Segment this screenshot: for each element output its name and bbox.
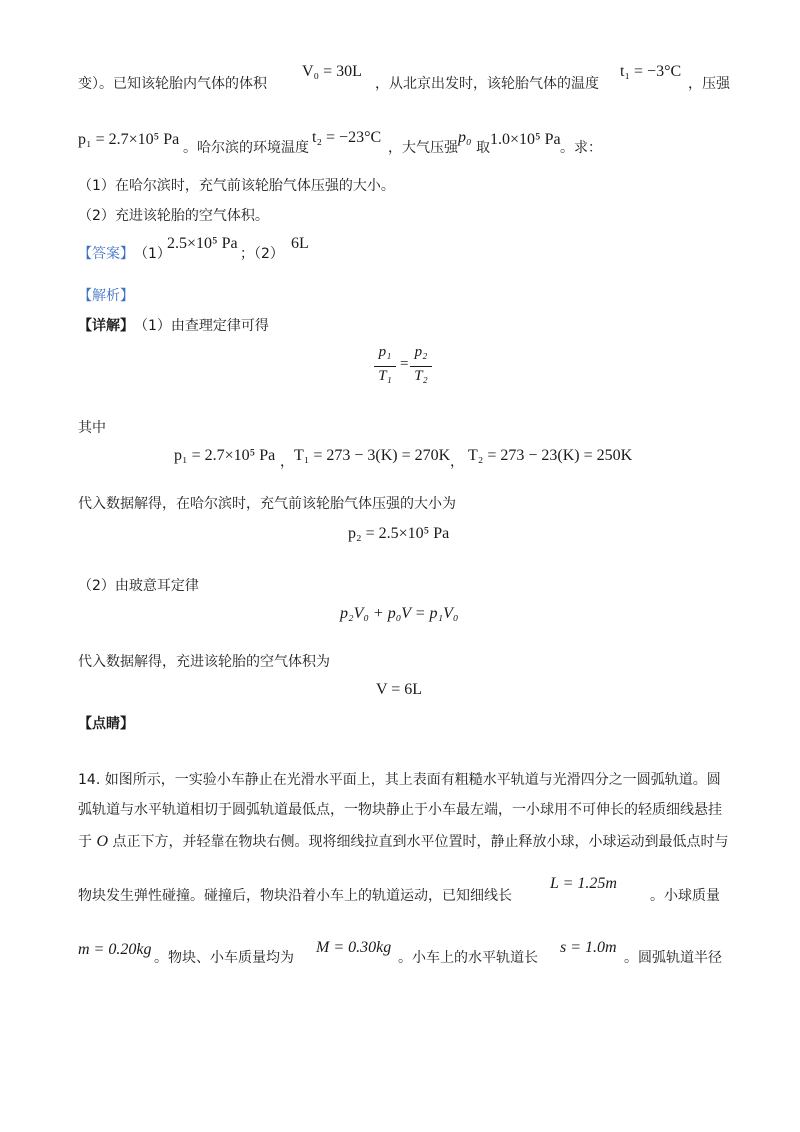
answer-separator: ；（2） — [240, 246, 284, 262]
text-segment: ，压强 — [688, 76, 730, 92]
fraction-bar-2 — [410, 366, 432, 367]
part2-text: （2）由玻意耳定律 — [78, 578, 199, 594]
fraction-denominator-1: T₁ — [378, 368, 392, 384]
problem-14-line-1: 14. 如图所示，一实验小车静止在光滑水平面上，其上表面有粗糙水平轨道与光滑四分之一圆弧轨道。圆 — [78, 772, 721, 788]
equals-sign: = — [400, 356, 409, 372]
substitution-text-1: 代入数据解得，在哈尔滨时，充气前该轮胎气体压强的大小为 — [78, 496, 456, 512]
text-segment: 。哈尔滨的环境温度 — [183, 140, 309, 156]
fraction-numerator-1: p₁ — [378, 344, 392, 360]
formula-block-cart-mass: M = 0.30kg — [316, 939, 392, 956]
answer-value-2: 6L — [291, 235, 309, 252]
detail-tag: 【详解】 — [78, 318, 134, 334]
formula-ball-mass: m = 0.20kg — [78, 941, 152, 958]
question-1: （1）在哈尔滨时，充气前该轮胎气体压强的大小。 — [78, 178, 395, 194]
problem-14-line-5b: 。物块、小车质量均为 — [154, 950, 294, 966]
answer-tag: 【答案】 — [78, 246, 134, 262]
formula-track-length: s = 1.0m — [560, 939, 617, 956]
problem-14-line-3: 于 O 点正下方，并轻靠在物块右侧。现将细线拉直到水平位置时，静止释放小球，小球运动到最低点时与 — [78, 833, 729, 850]
answer-value-1: 2.5×10⁵ Pa — [167, 235, 238, 252]
formula-V-result: V = 6L — [376, 681, 423, 698]
comment-tag: 【点睛】 — [78, 716, 134, 732]
fraction-denominator-2: T₂ — [414, 368, 428, 384]
formula-temperature-t2: t₂ = −23°C — [312, 129, 382, 146]
formula-temperature-t1: t₁ = −3°C — [620, 63, 682, 80]
problem-14-line-2: 弧轨道与水平轨道相切于圆弧轨道最低点，一物块静止于小车最左端，一小球用不可伸长的轻质细线悬挂 — [78, 802, 722, 818]
formula-volume: V₀ = 30L — [302, 63, 362, 80]
answer-part1-label: （1） — [134, 246, 171, 262]
problem-14-line-5f: 。圆弧轨道半径 — [624, 950, 722, 966]
formula-atmospheric-pressure: 1.0×10⁵ Pa — [490, 131, 561, 148]
text-segment: 取 — [476, 140, 490, 156]
formula-p0: p₀ — [458, 129, 472, 146]
substitution-text-2: 代入数据解得，充进该轮胎的空气体积为 — [78, 654, 330, 670]
where-label: 其中 — [78, 420, 106, 436]
comma: ， — [450, 454, 464, 470]
formula-string-length: L = 1.25m — [550, 875, 617, 892]
formula-pressure-p1: p₁ = 2.7×10⁵ Pa — [78, 131, 180, 148]
formula-p1-value: p₁ = 2.7×10⁵ Pa — [174, 447, 276, 464]
fraction-bar-1 — [374, 366, 396, 367]
comma: ， — [280, 454, 294, 470]
problem-14-line-4c: 。小球质量 — [650, 888, 720, 904]
analysis-tag: 【解析】 — [78, 288, 134, 304]
text-segment: 变）。已知该轮胎内气体的体积 — [78, 76, 267, 92]
fraction-numerator-2: p₂ — [414, 344, 428, 360]
formula-p2-result: p₂ = 2.5×10⁵ Pa — [348, 525, 450, 542]
problem-14-line-4a: 物块发生弹性碰撞。碰撞后，物块沿着小车上的轨道运动，已知细线长 — [78, 888, 512, 904]
text-segment: ，大气压强 — [388, 140, 458, 156]
text-line — [78, 74, 267, 94]
text-segment: ，从北京出发时，该轮胎气体的温度 — [375, 76, 599, 92]
text-segment: 。求： — [560, 140, 602, 156]
problem-14-line-5d: 。小车上的水平轨道长 — [398, 950, 538, 966]
formula-T1-value: T₁ = 273 − 3(K) = 270K — [294, 447, 451, 464]
formula-T2-value: T₂ = 273 − 23(K) = 250K — [468, 447, 633, 464]
detail-text: （1）由查理定律可得 — [134, 318, 269, 334]
question-2: （2）充进该轮胎的空气体积。 — [78, 208, 269, 224]
equation-boyle-law: p₂V₀ + p₀V = p₁V₀ — [340, 605, 459, 622]
